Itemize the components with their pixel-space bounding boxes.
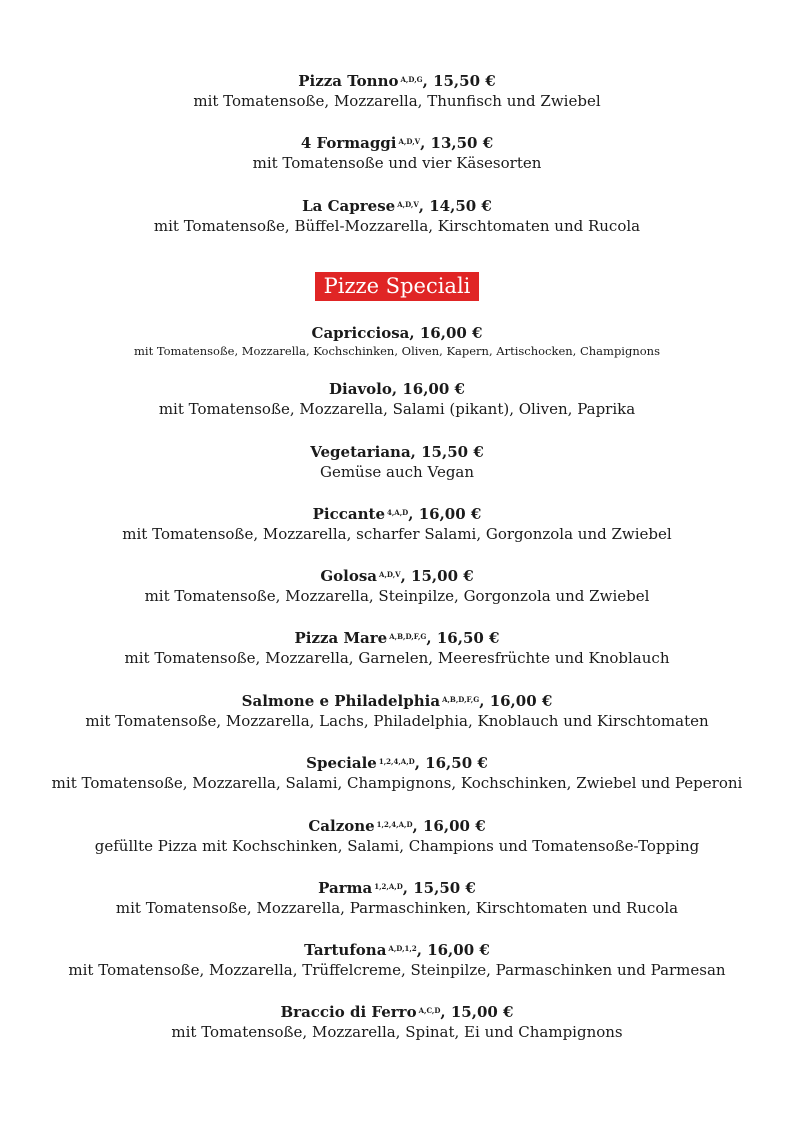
- item-title: 4 Formaggi $^{A,D,V}$, 13,50 €: [300, 134, 494, 152]
- item-description: mit Tomatensoße, Mozzarella, scharfer Salami, Gorgonzola und Zwiebel: [122, 525, 672, 543]
- item-price: 16,50 €: [425, 754, 488, 772]
- item-price: 16,00 €: [418, 505, 482, 523]
- item-title: Calzone $^{1,2,4,A,D}$, 16,00 €: [308, 817, 486, 835]
- item-description: mit Tomatensoße, Mozzarella, Thunfisch und Zwiebel: [193, 92, 601, 110]
- item-name: Calzone: [308, 817, 375, 835]
- item-description: mit Tomatensoße, Mozzarella, Spinat, Ei und Champignons: [171, 1023, 623, 1041]
- item-description: mit Tomatensoße, Mozzarella, Garnelen, Meeresfrüchte und Knoblauch: [124, 649, 670, 667]
- item-description: mit Tomatensoße, Mozzarella, Salami (pikant), Oliven, Paprika: [158, 400, 636, 418]
- item-name: Salmone e Philadelphia: [241, 692, 441, 710]
- item-name: Parma: [318, 879, 373, 897]
- allergen-codes: 1,2,4,A,D: [378, 757, 415, 766]
- item-title: Diavolo, 16,00 €: [329, 380, 465, 398]
- item-title: Piccante $^{4,A,D}$, 16,00 €: [312, 505, 482, 523]
- allergen-codes: A,B,D,F,G: [442, 695, 480, 704]
- allergen-codes: A,D,V: [397, 200, 419, 209]
- item-name: Golosa: [320, 567, 378, 585]
- item-description: mit Tomatensoße, Mozzarella, Parmaschinken, Kirschtomaten und Rucola: [115, 899, 679, 917]
- item-name: Vegetariana: [310, 443, 411, 461]
- item-price: 16,00 €: [402, 380, 465, 398]
- item-description: mit Tomatensoße, Büffel-Mozzarella, Kirschtomaten und Rucola: [153, 217, 641, 235]
- item-name: Braccio di Ferro: [280, 1003, 417, 1021]
- menu-item-pizza-mare: [0, 628, 794, 669]
- allergen-codes: 1,2,A,D: [374, 882, 403, 891]
- item-price: 15,50 €: [433, 72, 496, 90]
- menu-item-vegetariana: [0, 442, 794, 483]
- allergen-codes: A,C,D: [418, 1006, 441, 1015]
- item-description: mit Tomatensoße, Mozzarella, Kochschinken, Oliven, Kapern, Artischocken, Champignons: [133, 344, 660, 358]
- item-name: Pizza Tonno: [298, 72, 399, 90]
- item-price: 16,00 €: [489, 692, 553, 710]
- menu-item-golosa: [0, 566, 794, 607]
- menu-item-piccante: [0, 504, 794, 545]
- item-price: 15,50 €: [421, 443, 484, 461]
- item-name: Diavolo: [329, 380, 392, 398]
- menu-item-tartufona: [0, 940, 794, 981]
- item-title: Braccio di Ferro $^{A,C,D}$, 15,00 €: [280, 1003, 514, 1021]
- allergen-codes: 4,A,D: [387, 508, 409, 517]
- item-description: Gemüse auch Vegan: [319, 463, 475, 481]
- allergen-codes: A,B,D,F,G: [389, 632, 427, 641]
- menu-item-braccio-di-ferro: [0, 1002, 794, 1043]
- item-price: 16,00 €: [427, 941, 490, 959]
- allergen-codes: A,D,1,2: [388, 944, 417, 953]
- item-price: 16,00 €: [419, 324, 483, 342]
- item-price: 15,50 €: [413, 879, 476, 897]
- menu-item-4-formaggi: [0, 133, 794, 174]
- menu-item-la-caprese: [0, 196, 794, 237]
- item-title: Pizza Mare $^{A,B,D,F,G}$, 16,50 €: [294, 629, 500, 647]
- item-title: Salmone e Philadelphia $^{A,B,D,F,G}$, 16,00 €: [241, 692, 553, 710]
- item-description: gefüllte Pizza mit Kochschinken, Salami, Champions und Tomatensoße-Topping: [94, 837, 700, 855]
- menu-item-calzone: [0, 816, 794, 857]
- menu-item-capricciosa: [0, 323, 794, 359]
- allergen-codes: A,D,G: [400, 75, 423, 84]
- item-title: Capricciosa, 16,00 €: [311, 324, 483, 342]
- item-description: mit Tomatensoße, Mozzarella, Lachs, Philadelphia, Knoblauch und Kirschtomaten: [85, 712, 709, 730]
- item-description: mit Tomatensoße, Mozzarella, Trüffelcreme, Steinpilze, Parmaschinken und Parmesan: [68, 961, 726, 979]
- item-name: Piccante: [312, 505, 385, 523]
- allergen-codes: A,D,V: [398, 137, 421, 146]
- item-title: Golosa $^{A,D,V}$, 15,00 €: [320, 567, 474, 585]
- item-price: 15,00 €: [411, 567, 474, 585]
- item-title: Vegetariana, 15,50 €: [310, 443, 484, 461]
- item-title: Tartufona $^{A,D,1,2}$, 16,00 €: [304, 941, 490, 959]
- menu-item-speciale: [0, 753, 794, 794]
- item-title: Pizza Tonno $^{A,D,G}$, 15,50 €: [298, 72, 496, 90]
- item-price: 16,50 €: [436, 629, 500, 647]
- item-name: Capricciosa: [311, 324, 410, 342]
- item-title: Parma $^{1,2,A,D}$, 15,50 €: [318, 879, 476, 897]
- item-name: Tartufona: [304, 941, 387, 959]
- item-description: mit Tomatensoße, Mozzarella, Steinpilze, Gorgonzola und Zwiebel: [144, 587, 650, 605]
- item-name: Pizza Mare: [294, 629, 388, 647]
- allergen-codes: A,D,V: [379, 570, 401, 579]
- section-header: [0, 272, 794, 301]
- item-name: 4 Formaggi: [300, 134, 397, 152]
- item-price: 16,00 €: [423, 817, 486, 835]
- menu-item-pizza-tonno: [0, 71, 794, 112]
- item-price: 13,50 €: [430, 134, 494, 152]
- item-description: mit Tomatensoße und vier Käsesorten: [252, 154, 542, 172]
- menu-item-diavolo: [0, 379, 794, 420]
- item-title: Speciale $^{1,2,4,A,D}$, 16,50 €: [306, 754, 488, 772]
- item-price: 14,50 €: [429, 197, 492, 215]
- menu-item-parma: [0, 878, 794, 919]
- item-name: Speciale: [306, 754, 377, 772]
- item-price: 15,00 €: [450, 1003, 514, 1021]
- menu-item-salmone-e-philadelphia: [0, 691, 794, 732]
- allergen-codes: 1,2,4,A,D: [376, 820, 413, 829]
- item-description: mit Tomatensoße, Mozzarella, Salami, Champignons, Kochschinken, Zwiebel und Peperoni: [51, 774, 743, 792]
- section-title: Pizze Speciali: [315, 272, 480, 301]
- item-title: La Caprese $^{A,D,V}$, 14,50 €: [302, 197, 492, 215]
- item-name: La Caprese: [302, 197, 396, 215]
